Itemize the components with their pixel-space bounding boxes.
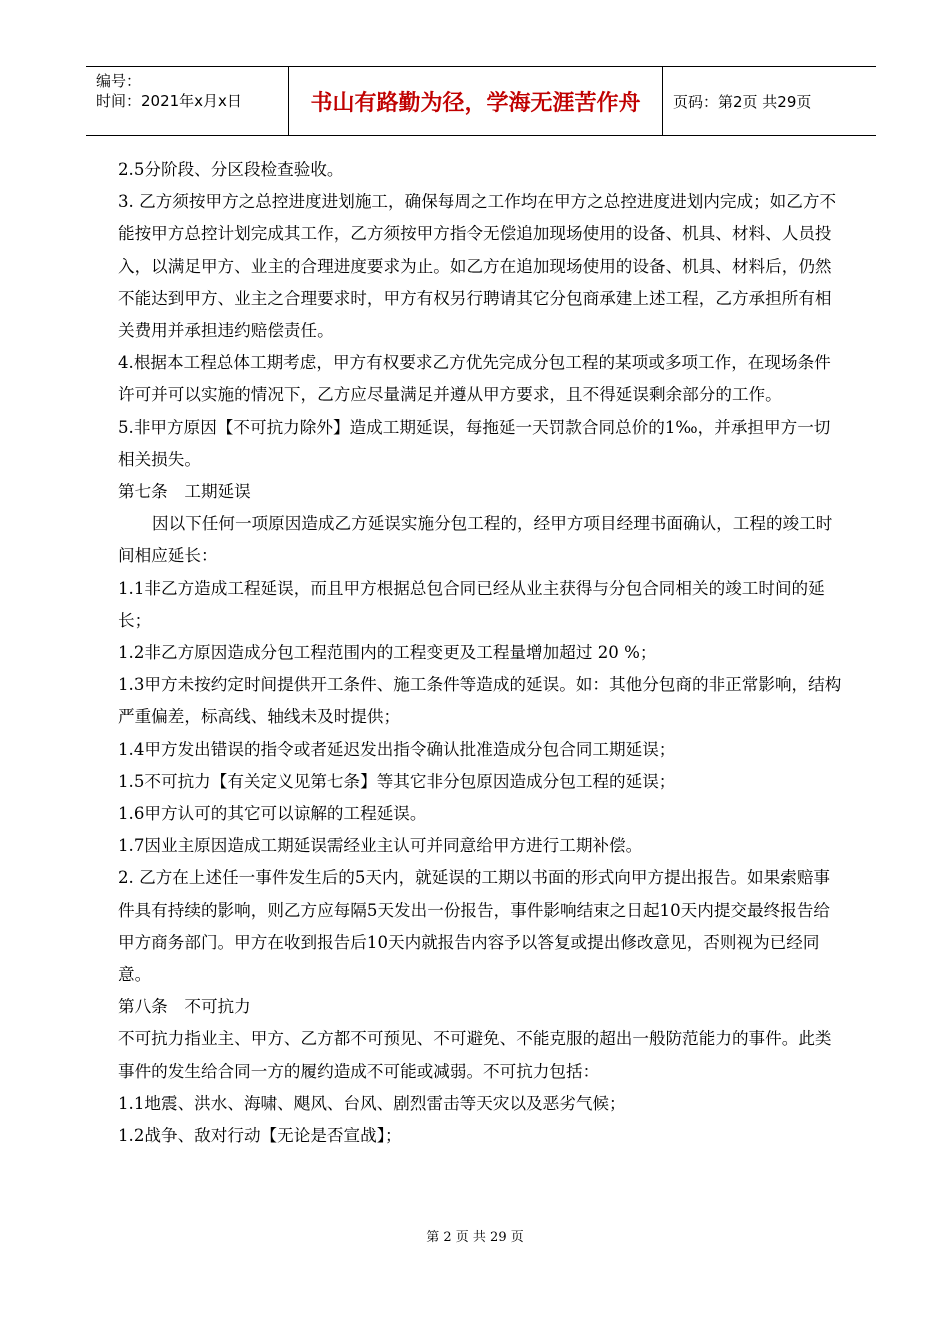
paragraph: 1.2战争、敌对行动【无论是否宣战】；: [118, 1126, 402, 1146]
paragraph: 第七条 工期延误: [118, 482, 251, 502]
paragraph: 1.1地震、洪水、海啸、飓风、台风、剧烈雷击等天灾以及恶劣气候；: [118, 1093, 626, 1113]
paragraph: 因以下任何一项原因造成乙方延误实施分包工程的，经甲方项目经理书面确认，工程的竣工时间相应延长：: [118, 514, 833, 566]
paragraph: 1.5不可抗力【有关定义见第七条】等其它非分包原因造成分包工程的延误；: [118, 771, 676, 791]
paragraph: 4.根据本工程总体工期考虑，甲方有权要求乙方优先完成分包工程的某项或多项工作，在现场条件许可并可以实施的情况下，乙方应尽量满足并遵从甲方要求，且不得延误剩余部分的工作。: [118, 353, 831, 405]
paragraph: 1.2非乙方原因造成分包工程范围内的工程变更及工程量增加超过 20 %；: [118, 643, 657, 663]
document-body: [118, 154, 844, 1152]
paragraph: 1.6甲方认可的其它可以谅解的工程延误。: [118, 804, 427, 824]
paragraph: 1.1非乙方造成工程延误，而且甲方根据总包合同已经从业主获得与分包合同相关的竣工时间的延长；: [118, 578, 825, 630]
page-header: [86, 66, 876, 136]
header-page-number: 页码：第2页 共29页: [673, 92, 812, 111]
paragraph: 1.7因业主原因造成工期延误需经业主认可并同意给甲方进行工期补偿。: [118, 836, 643, 856]
paragraph: 3. 乙方须按甲方之总控进度进划施工，确保每周之工作均在甲方之总控进度进划内完成；如乙方不能按甲方总控计划完成其工作，乙方须按甲方指令无偿追加现场使用的设备、机具、材料、人员投入，以满足甲方、业主的合理进度要求为止。如乙方在追加现场使用的设备、机具、材料后，仍然不能达到甲方、业主之合理要求时，甲方有权另行聘请其它分包商承建上述工程，乙方承担所有相关费用并承担违约赔偿责任。: [118, 192, 837, 341]
paragraph: 2.5分阶段、分区段检查验收。: [118, 160, 344, 179]
page-footer: 第 2 页 共 29 页: [426, 1230, 524, 1245]
header-meta: [86, 67, 288, 135]
paragraph: 2. 乙方在上述任一事件发生后的5天内，就延误的工期以书面的形式向甲方提出报告。如果索赔事件具有持续的影响，则乙方应每隔5天发出一份报告，事件影响结束之日起10天内提交最终报告给甲方商务部门。甲方在收到报告后10天内就报告内容予以答复或提出修改意见，否则视为已经同意。: [118, 868, 831, 985]
header-motto: 书山有路勤为径，学海无涯苦作舟: [288, 67, 663, 135]
paragraph: 1.3甲方未按约定时间提供开工条件、施工条件等造成的延误。如：其他分包商的非正常影响，结构严重偏差，标高线、轴线未及时提供；: [118, 675, 842, 727]
paragraph: 第八条 不可抗力: [118, 997, 251, 1017]
document-number-label: 编号：: [96, 72, 142, 90]
paragraph: 1.4甲方发出错误的指令或者延迟发出指令确认批准造成分包合同工期延误；: [118, 739, 676, 759]
document-time-label: 时间：2021年x月x日: [96, 92, 242, 110]
paragraph: 5.非甲方原因【不可抗力除外】造成工期延误，每拖延一天罚款合同总价的1‰，并承担甲方一切相关损失。: [118, 417, 831, 469]
paragraph: 不可抗力指业主、甲方、乙方都不可预见、不可避免、不能克服的超出一般防范能力的事件。此类事件的发生给合同一方的履约造成不可能或减弱。不可抗力包括：: [118, 1029, 832, 1081]
